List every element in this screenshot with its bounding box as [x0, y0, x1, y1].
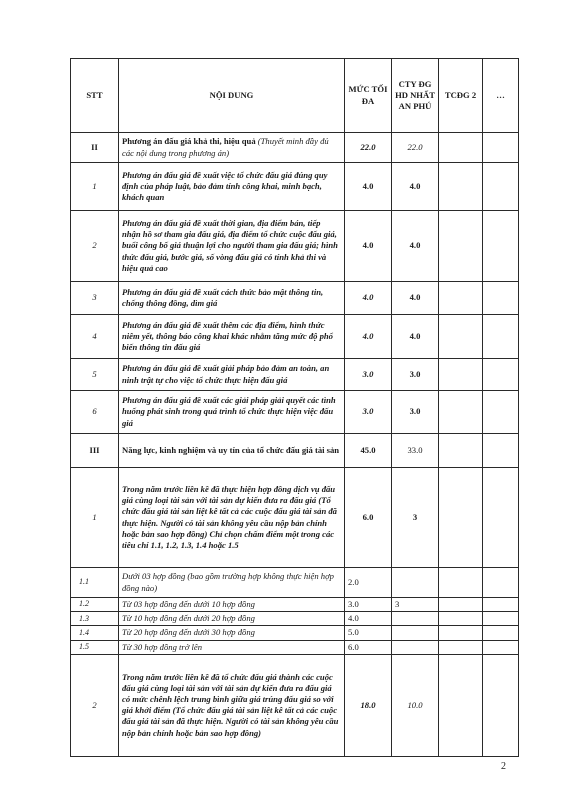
header-more: … [483, 59, 519, 133]
table-row [71, 391, 519, 434]
row-max: 4.0 [345, 282, 392, 315]
row-content: Phương án đấu giá đề xuất các giải pháp giải quyết các tình huống phát sinh trong quá trình tổ chức thực hiện việc đấu giá [119, 391, 345, 434]
row-cty [392, 568, 439, 598]
row-max: 4.0 [345, 211, 392, 282]
header-stt: STT [71, 59, 119, 133]
row-stt: III [71, 434, 119, 468]
table-row [71, 640, 519, 654]
row-cty: 4.0 [392, 211, 439, 282]
row-cty: 22.0 [392, 133, 439, 163]
table-row [71, 133, 519, 163]
row-max: 3.0 [345, 359, 392, 391]
row-cty: 3.0 [392, 359, 439, 391]
page-number: 2 [501, 761, 506, 772]
row-stt: 6 [71, 391, 119, 434]
row-stt: 5 [71, 359, 119, 391]
row-cty: 3 [392, 468, 439, 568]
row-stt: 3 [71, 282, 119, 315]
table-row [71, 434, 519, 468]
scoring-table [70, 58, 519, 757]
row-max: 4.0 [345, 163, 392, 211]
row-stt: 2 [71, 654, 119, 756]
row-max: 4.0 [345, 612, 392, 626]
row-max: 3.0 [345, 391, 392, 434]
table-row [71, 315, 519, 359]
row-content-note: (Thuyết minh đầy đủ các nội dung trong phương án) [122, 136, 329, 158]
row-cty: 4.0 [392, 315, 439, 359]
row-max: 22.0 [345, 133, 392, 163]
header-muc-toi-da: MỨC TỐI ĐA [345, 59, 392, 133]
row-cty [392, 612, 439, 626]
row-max: 2.0 [345, 568, 392, 598]
row-cty: 10.0 [392, 654, 439, 756]
row-content: Phương án đấu giá đề xuất giải pháp bảo đảm an toàn, an ninh trật tự cho việc tổ chức thực hiện đấu giá [119, 359, 345, 391]
table-row [71, 568, 519, 598]
row-stt: 1.5 [71, 640, 119, 654]
row-stt: 1 [71, 468, 119, 568]
table-row [71, 163, 519, 211]
row-max: 18.0 [345, 654, 392, 756]
row-cty: 4.0 [392, 282, 439, 315]
row-content: Từ 30 hợp đồng trở lên [119, 640, 345, 654]
row-content: Từ 20 hợp đồng đến dưới 30 hợp đồng [119, 626, 345, 640]
row-stt: 1.4 [71, 626, 119, 640]
header-tcdg: TCĐG 2 [439, 59, 483, 133]
table-row [71, 211, 519, 282]
row-content: Trong năm trước liền kề đã thực hiện hợp đồng dịch vụ đấu giá cùng loại tài sản với tài sản dự kiến đưa ra đấu giá (Tổ chức đấu giá tài sản liệt kê tất cả các cuộc đấu giá tài sản đã thực hiện. Người có tài sản không yêu cầu nộp bản chính hoặc bản sao hợp đồng) Chỉ chọn chấm điểm một trong các tiêu chí 1.1, 1.2, 1.3, 1.4 hoặc 1.5 [119, 468, 345, 568]
row-stt: 1.1 [71, 568, 119, 598]
table-row [71, 612, 519, 626]
row-content: Phương án đấu giá đề xuất thời gian, địa điểm bán, tiếp nhận hồ sơ tham gia đấu giá, địa điểm tổ chức cuộc đấu giá, buổi công bố giá thuận lợi cho người tham gia đấu giá; hình thức đấu giá, bước giá, số vòng đấu giá có tính khả thi và hiệu quả cao [119, 211, 345, 282]
row-max: 4.0 [345, 315, 392, 359]
row-content: Năng lực, kinh nghiệm và uy tín của tổ chức đấu giá tài sản [119, 434, 345, 468]
row-stt: 1.3 [71, 612, 119, 626]
table-row [71, 598, 519, 612]
row-content: Phương án đấu giá đề xuất thêm các địa điểm, hình thức niêm yết, thông báo công khai khác nhằm tăng mức độ phổ biến thông tin đấu giá [119, 315, 345, 359]
row-content: Phương án đấu giá đề xuất việc tổ chức đấu giá đúng quy định của pháp luật, bảo đảm tính công khai, minh bạch, khách quan [119, 163, 345, 211]
row-content [119, 133, 345, 163]
row-cty [392, 640, 439, 654]
row-stt: 4 [71, 315, 119, 359]
row-max: 45.0 [345, 434, 392, 468]
row-cty: 3 [392, 598, 439, 612]
row-content: Từ 03 hợp đồng đến dưới 10 hợp đồng [119, 598, 345, 612]
table-row [71, 654, 519, 756]
row-max: 6.0 [345, 468, 392, 568]
row-content: Trong năm trước liền kề đã tổ chức đấu giá thành các cuộc đấu giá cùng loại tài sản với tài sản dự kiến đưa ra đấu giá có mức chênh lệch trung bình giữa giá trúng đấu giá so với giá khởi điểm (Tổ chức đấu giá tài sản liệt kê tất cả các cuộc đấu giá tài sản đã thực hiện. Người có tài sản không yêu cầu nộp bản chính hoặc bản sao hợp đồng) [119, 654, 345, 756]
row-max: 6.0 [345, 640, 392, 654]
table-row [71, 626, 519, 640]
row-content: Từ 10 hợp đồng đến dưới 20 hợp đồng [119, 612, 345, 626]
row-cty: 3.0 [392, 391, 439, 434]
row-cty [392, 626, 439, 640]
row-max: 5.0 [345, 626, 392, 640]
row-stt: II [71, 133, 119, 163]
row-content: Phương án đấu giá đề xuất cách thức bảo mật thông tin, chống thông đồng, dìm giá [119, 282, 345, 315]
row-max: 3.0 [345, 598, 392, 612]
row-stt: 1.2 [71, 598, 119, 612]
header-noi-dung: NỘI DUNG [119, 59, 345, 133]
header-cty: CTY ĐG HD NHẤT AN PHÚ [392, 59, 439, 133]
row-cty: 4.0 [392, 163, 439, 211]
row-stt: 1 [71, 163, 119, 211]
row-content-bold: Phương án đấu giá khả thi, hiệu quả [122, 136, 256, 147]
table-header-row [71, 59, 519, 133]
row-content: Dưới 03 hợp đồng (bao gồm trường hợp không thực hiện hợp đồng nào) [119, 568, 345, 598]
table-row [71, 468, 519, 568]
table-row [71, 282, 519, 315]
table-row [71, 359, 519, 391]
row-cty: 33.0 [392, 434, 439, 468]
row-stt: 2 [71, 211, 119, 282]
